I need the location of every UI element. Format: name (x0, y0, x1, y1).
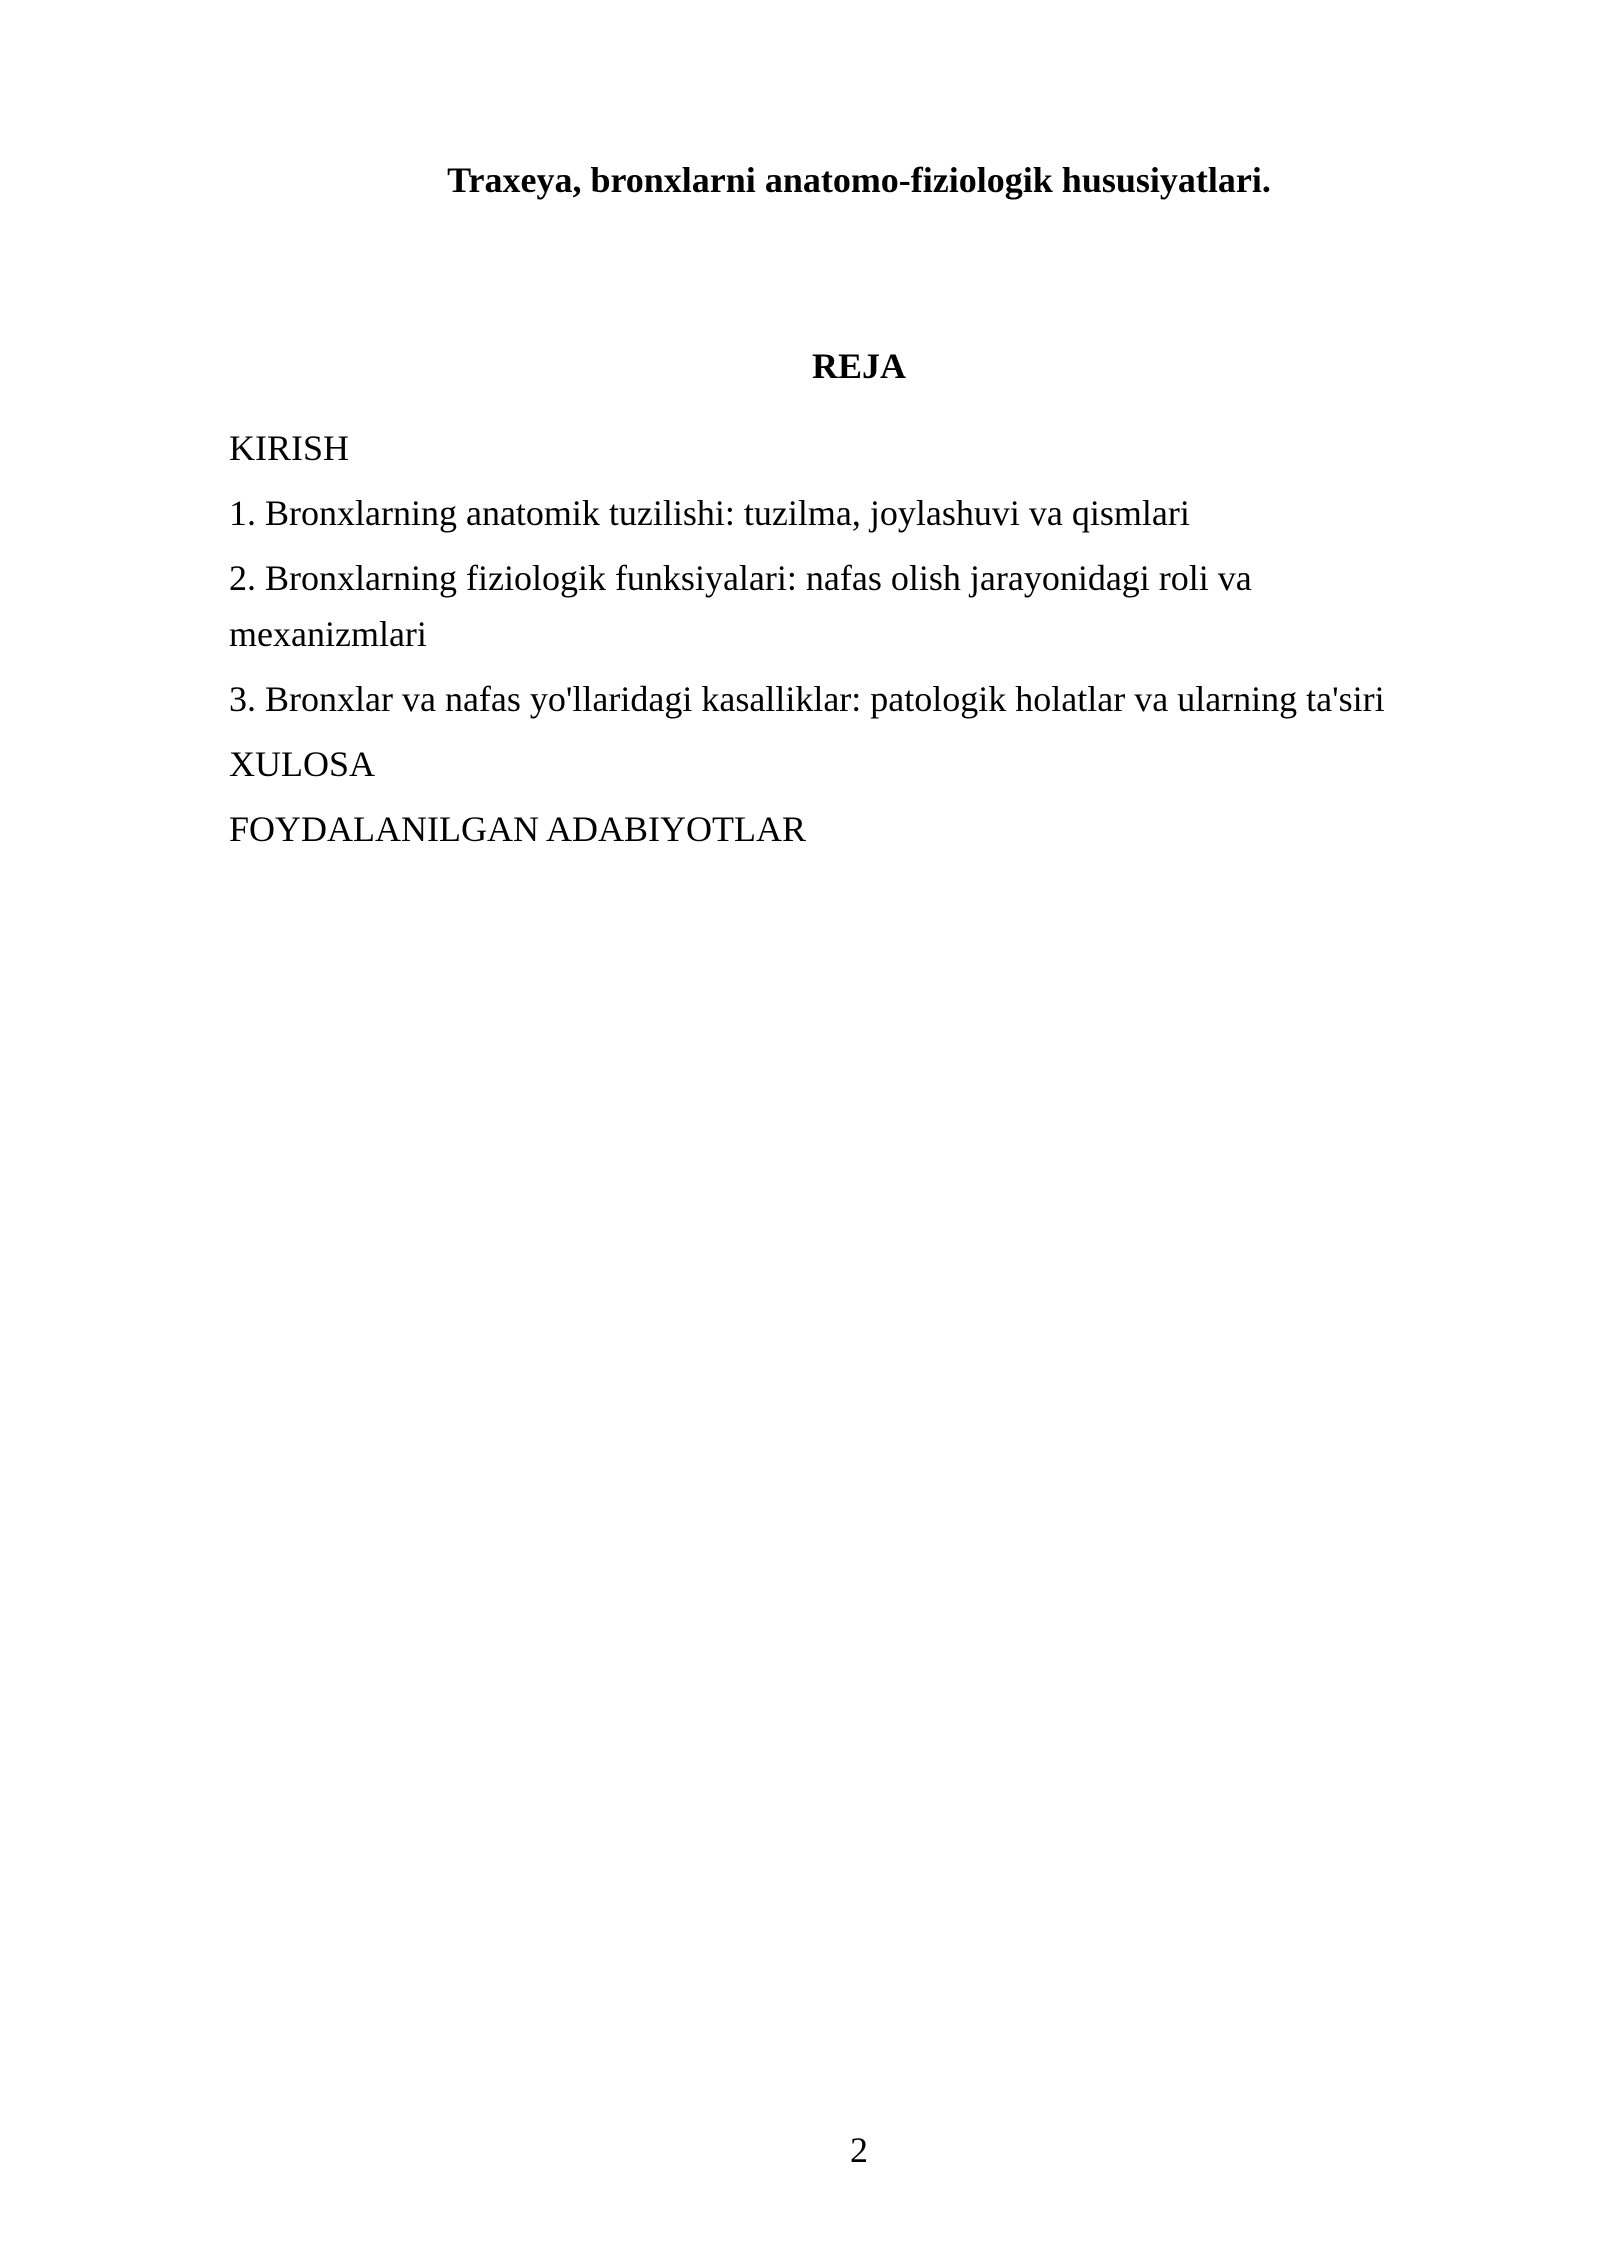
document-title: Traxeya, bronxlarni anatomo-fiziologik hususiyatlari. (447, 160, 1271, 200)
plan-item-references: FOYDALANILGAN ADABIYOTLAR (229, 809, 806, 849)
plan-heading: REJA (811, 346, 906, 386)
plan-item-3: 3. Bronxlar va nafas yo'llaridagi kasalliklar: patologik holatlar va ularning ta'siri (229, 679, 1385, 719)
page-number: 2 (850, 2130, 868, 2170)
plan-list (229, 420, 1449, 866)
plan-item-1: 1. Bronxlarning anatomik tuzilishi: tuzilma, joylashuvi va qismlari (229, 493, 1190, 533)
plan-item-conclusion: XULOSA (229, 744, 376, 784)
plan-item-2: 2. Bronxlarning fiziologik funksiyalari: nafas olish jarayonidagi roli va mexanizmlari (229, 558, 1252, 654)
plan-item-introduction: KIRISH (229, 428, 350, 468)
